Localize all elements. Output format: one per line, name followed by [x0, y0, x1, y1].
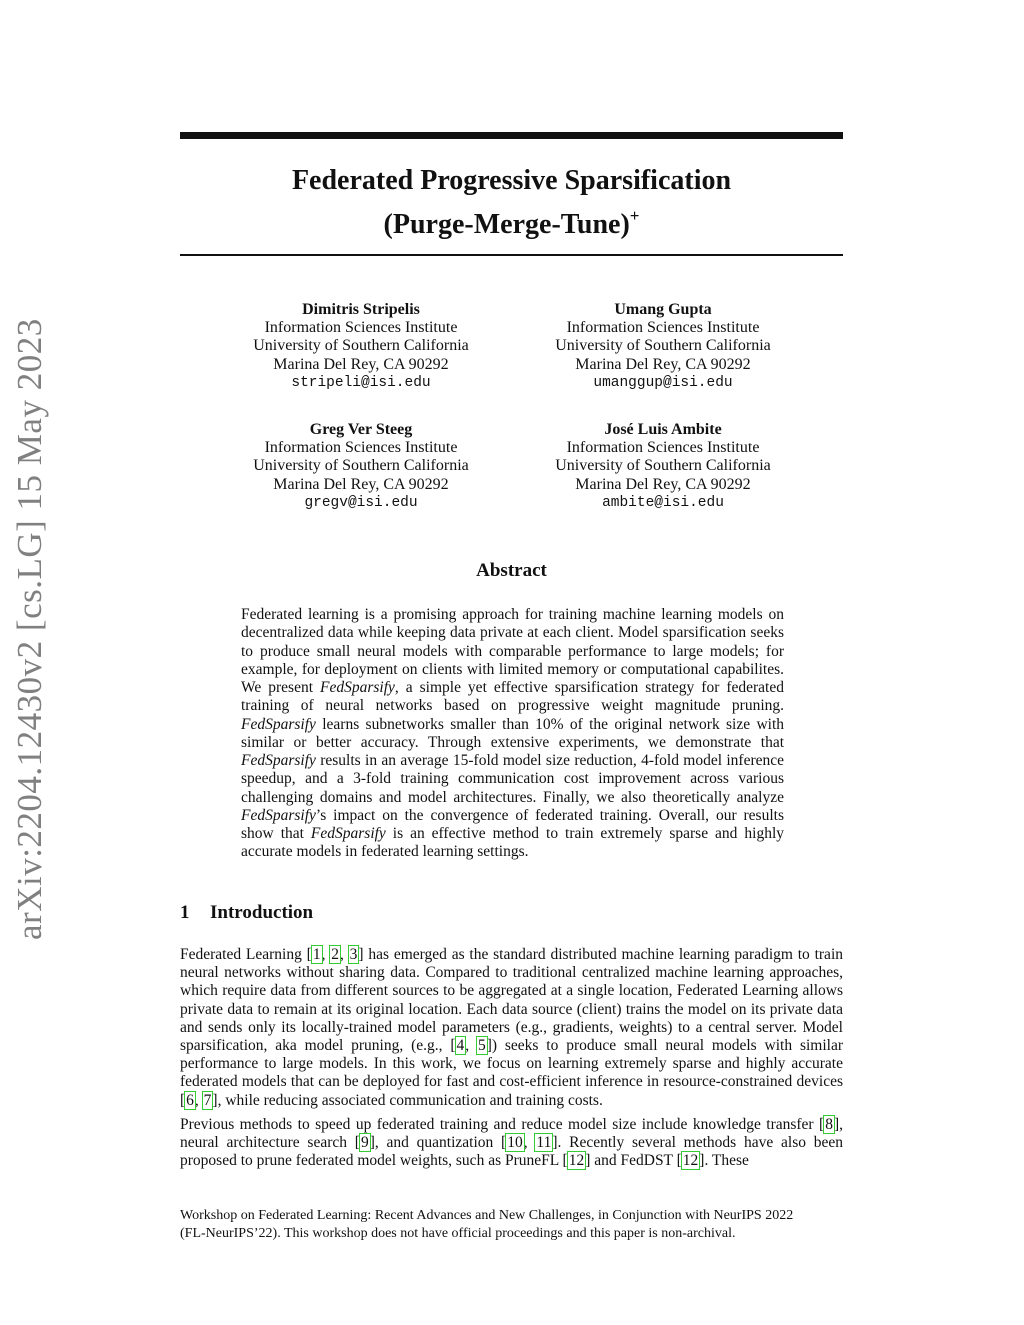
method-name: FedSparsify: [241, 806, 316, 824]
abstract-body: [241, 606, 784, 862]
citation-link[interactable]: 10: [507, 1134, 523, 1152]
citation-link[interactable]: 5: [477, 1037, 486, 1055]
arxiv-stamp: arXiv:2204.12430v2 [cs.LG] 15 May 2023: [10, 318, 49, 940]
title-line-2: (Purge-Merge-Tune)+: [383, 206, 640, 240]
author-institute: Information Sciences Institute: [566, 439, 760, 457]
method-name: FedSparsify: [241, 715, 316, 733]
introduction-body: [180, 946, 843, 1176]
intro-paragraph-1: Federated Learning [1, 2, 3] has emerged as the standard distributed machine learning paradigm to train neural networks without sharing data. Compared to traditional centralized machine learning approaches, which require data from different sources to be aggregated at a single location, Federated Learning allows private data to remain at its original location. Each data source (client) trains the model on its private data and sends only its locally-trained model parameters (e.g., gradients, weights) to a central server. Model sparsification, aka model pruning, (e.g., [4, 5]) seeks to produce small neural models with similar performance to large models. In this work, we focus on learning extremely sparse and highly accurate federated models that can be deployed for fast and cost-efficient inference in resource-constrained devices [6, 7], while reducing associated communication and training costs.: [180, 946, 843, 1109]
footnote-line-2: (FL-NeurIPS’22). This workshop does not have official proceedings and this paper is non-archival.: [180, 1225, 736, 1241]
author-address: Marina Del Rey, CA 90292: [273, 475, 449, 493]
author-institute: Information Sciences Institute: [264, 319, 458, 337]
author-university: University of Southern California: [253, 457, 469, 475]
author-address: Marina Del Rey, CA 90292: [273, 355, 449, 373]
citation-link[interactable]: 2: [331, 946, 339, 963]
author-name: Dimitris Stripelis: [302, 301, 420, 318]
citation-link[interactable]: 3: [349, 946, 358, 963]
author-email[interactable]: stripeli@isi.edu: [291, 374, 431, 391]
method-name: FedSparsify: [320, 679, 395, 696]
author-university: University of Southern California: [253, 337, 469, 355]
author-university: University of Southern California: [555, 337, 771, 355]
title-line-1: Federated Progressive Sparsification: [291, 165, 732, 196]
citation-link[interactable]: 4: [456, 1037, 465, 1055]
section-number: 1: [180, 902, 190, 923]
citation-link[interactable]: 6: [186, 1091, 194, 1109]
author-address: Marina Del Rey, CA 90292: [575, 355, 751, 373]
author-name: Umang Gupta: [614, 301, 712, 318]
author-institute: Information Sciences Institute: [566, 319, 760, 337]
intro-paragraph-2: Previous methods to speed up federated training and reduce model size include knowledge transfer [8], neural architecture search [9], and quantization [10, 11]. Recently several methods have also been proposed to prune federated model weights, such as PruneFL [12] and FedDST [12]. These: [180, 1115, 844, 1170]
citation-link[interactable]: 12: [682, 1152, 699, 1170]
author-email[interactable]: ambite@isi.edu: [602, 494, 724, 511]
author-block: [211, 301, 511, 392]
footnote: [180, 1207, 843, 1242]
method-name: FedSparsify: [241, 752, 316, 769]
author-name: José Luis Ambite: [604, 421, 722, 438]
citation-link[interactable]: 1: [312, 946, 321, 963]
section-title: Introduction: [210, 902, 314, 923]
author-block: [513, 421, 813, 512]
citation-link[interactable]: 12: [568, 1152, 585, 1170]
author-email[interactable]: gregv@isi.edu: [304, 494, 418, 511]
author-block: [211, 421, 511, 512]
citation-link[interactable]: 11: [536, 1134, 552, 1152]
footnote-line-1: Workshop on Federated Learning: Recent Advances and New Challenges, in Conjunction with NeurIPS 2022: [180, 1208, 794, 1223]
title-rule-top: [180, 132, 843, 139]
citation-link[interactable]: 9: [360, 1134, 369, 1152]
method-name: FedSparsify: [310, 825, 386, 842]
author-university: University of Southern California: [555, 457, 771, 475]
title-mark: +: [629, 206, 640, 225]
paper-title: [180, 163, 843, 242]
author-name: Greg Ver Steeg: [309, 421, 413, 438]
abstract-paragraph: Federated learning is a promising approach for training machine learning models on decentralized data while keeping data private at each client. Model sparsification seeks to produce small neural models with comparable performance to large models; for example, for deployment on clients with limited memory or computational capabilites. We present FedSparsify, a simple yet effective sparsification strategy for federated training of neural networks based on progressive weight magnitude pruning. FedSparsify learns subnetworks smaller than 10% of the original network size with similar or better accuracy. Through extensive experiments, we demonstrate that FedSparsify results in an average 15-fold model size reduction, 4-fold model inference speedup, and a 3-fold training communication cost improvement across various challenging domains and model architectures. Finally, we also theoretically analyze FedSparsify’s impact on the convergence of federated training. Overall, our results show that FedSparsify is an effective method to train extremely sparse and highly accurate models in federated learning settings.: [241, 606, 785, 861]
author-institute: Information Sciences Institute: [264, 439, 458, 457]
abstract-heading: Abstract: [476, 560, 547, 581]
author-address: Marina Del Rey, CA 90292: [575, 475, 751, 493]
citation-link[interactable]: 7: [203, 1091, 212, 1109]
author-email[interactable]: umanggup@isi.edu: [593, 374, 733, 391]
section-heading-introduction: [180, 902, 313, 924]
title-rule-bottom: [180, 254, 843, 256]
citation-link[interactable]: 8: [825, 1115, 833, 1133]
author-block: [513, 301, 813, 392]
